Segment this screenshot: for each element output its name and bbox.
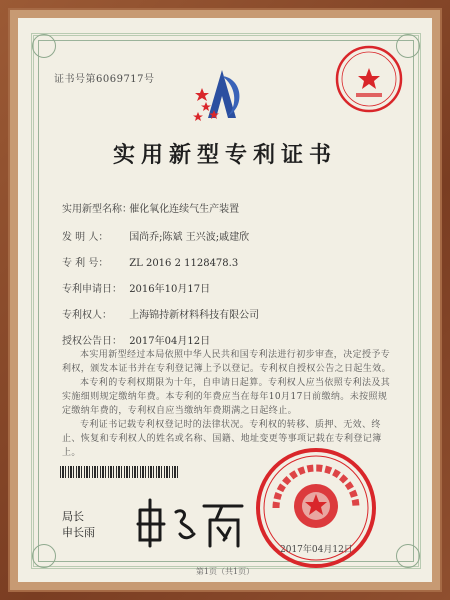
field-row <box>62 200 239 215</box>
certificate-paper <box>18 18 432 582</box>
barcode <box>60 466 180 478</box>
field-label: 授权公告日： <box>62 336 122 347</box>
signatory-title: 局长 <box>62 510 84 523</box>
body-paragraph: 本专利的专利权期限为十年，自申请日起算。专利权人应当依照专利法及其实施细则规定缴纳年费。本专利的年费应当在每年10月17日前缴纳。未按照规定缴纳年费的，专利权自应当缴纳年费期满之日起终止。 <box>62 378 391 416</box>
field-row <box>62 280 210 295</box>
border-corner-ornament <box>32 34 56 58</box>
certificate-number: 证书号第6069717号 <box>54 74 155 85</box>
field-label: 专利申请日： <box>62 284 122 295</box>
field-label: 专 利 号： <box>62 258 109 269</box>
field-value: ZL 2016 2 1128478.3 <box>129 258 239 269</box>
field-label: 专利权人： <box>62 310 112 321</box>
body-paragraph: 专利证书记载专利权登记时的法律状况。专利权的转移、质押、无效、终止、恢复和专利权人的姓名或名称、国籍、地址变更等事项记载在专利登记簿上。 <box>62 420 382 458</box>
field-value: 上海锦持新材料科技有限公司 <box>129 310 260 321</box>
certificate-body-text <box>62 348 392 460</box>
page-footer: 第1页（共1页） <box>195 567 255 576</box>
field-value: 催化氧化连续气生产装置 <box>129 204 240 215</box>
field-value: 2016年10月17日 <box>129 284 211 295</box>
field-row <box>62 228 249 243</box>
field-value: 国尚乔;陈斌 王兴波;戚建欣 <box>129 232 250 243</box>
top-seal-icon <box>334 44 404 114</box>
field-value: 2017年04月12日 <box>129 336 211 347</box>
stamp-date: 2017年04月12日 <box>280 545 353 555</box>
certificate-title: 实用新型专利证书 <box>112 142 337 168</box>
border-corner-ornament <box>396 544 420 568</box>
border-corner-ornament <box>32 544 56 568</box>
field-row <box>62 254 238 269</box>
field-row <box>62 306 259 321</box>
signatory-name: 申长雨 <box>62 526 95 539</box>
field-label: 发 明 人： <box>62 232 109 243</box>
handwritten-signature <box>130 490 250 550</box>
field-label: 实用新型名称： <box>62 204 132 215</box>
field-row <box>62 332 210 347</box>
sipo-emblem-icon <box>192 66 254 124</box>
body-paragraph: 本实用新型经过本局依照中华人民共和国专利法进行初步审查，决定授予专利权，颁发本证书并在专利登记簿上予以登记。专利权自授权公告之日起生效。 <box>62 350 392 374</box>
